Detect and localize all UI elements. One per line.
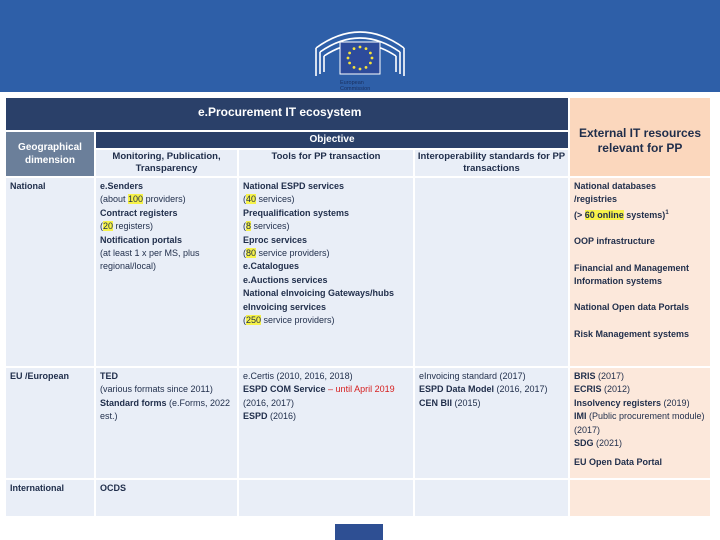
national-tools-item: e.Auctions services — [243, 274, 328, 285]
national-tools-item: (250 service providers) — [243, 315, 335, 326]
national-monitoring-item: Notification portals — [100, 234, 183, 245]
eu-external-item: Insolvency registers (2019) — [574, 397, 690, 408]
eu-monitoring-cell — [96, 368, 237, 478]
geo-header-text: Geographical dimension — [18, 142, 82, 166]
objective-header — [96, 132, 568, 148]
international-tools-cell — [239, 480, 413, 516]
national-monitoring-item: Contract registers — [100, 207, 178, 218]
national-external-item: (> 60 online systems)$^1$ — [574, 209, 669, 220]
national-external-item: Financial and Management Information systems — [574, 262, 690, 287]
col-header-interop-text: Interoperability standards for PP transactions — [417, 151, 566, 174]
external-header-text: External IT resources relevant for PP — [578, 126, 702, 155]
national-tools-item: Prequalification systems — [243, 207, 350, 218]
national-tools-item: (40 services) — [243, 194, 295, 205]
eu-interop-cell — [415, 368, 568, 478]
national-tools-item: (8 services) — [243, 221, 290, 232]
national-interop-cell — [415, 178, 568, 366]
eu-tools-item: (2016, 2017) — [243, 397, 295, 408]
row-label-eu-text: EU /European — [10, 371, 70, 381]
objective-header-text: Objective — [309, 134, 355, 145]
row-label-international — [6, 480, 94, 516]
national-monitoring-item: (20 registers) — [100, 221, 154, 232]
international-monitoring-cell — [96, 480, 237, 516]
footer-bar — [335, 524, 383, 540]
eu-interop-item: ESPD Data Model (2016, 2017) — [419, 384, 548, 395]
logo-text — [340, 80, 400, 92]
row-label-eu — [6, 368, 94, 478]
national-monitoring-item: (at least 1 x per MS, plus regional/local) — [100, 248, 200, 272]
eu-monitoring-item: TED — [100, 371, 118, 381]
eu-tools-cell — [239, 368, 413, 478]
col-header-tools-text: Tools for PP transaction — [271, 151, 381, 162]
col-header-monitoring — [96, 150, 237, 176]
eu-monitoring-item: (various formats since 2011) — [100, 384, 213, 395]
national-tools-item: Eproc services — [243, 234, 308, 245]
national-tools-item: (80 service providers) — [243, 248, 330, 259]
col-header-interop — [415, 150, 568, 176]
eu-interop-item: CEN BII (2015) — [419, 397, 481, 408]
external-header — [570, 98, 710, 176]
national-monitoring-item: e.Senders — [100, 181, 144, 191]
international-interop-cell — [415, 480, 568, 516]
eu-tools-item: ESPD COM Service – until April 2019 — [243, 384, 395, 395]
row-label-national-text: National — [10, 181, 46, 191]
national-monitoring-cell — [96, 178, 237, 366]
national-tools-cell — [239, 178, 413, 366]
col-header-tools — [239, 150, 413, 176]
col-header-monitoring-text: Monitoring, Publication, Transparency — [112, 151, 221, 174]
eu-tools-item: ESPD (2016) — [243, 411, 297, 422]
row-label-international-text: International — [10, 483, 65, 493]
geo-header — [6, 132, 94, 176]
national-tools-item: National eInvoicing Gateways/hubs — [243, 288, 395, 299]
eu-external-item: SDG (2021) — [574, 438, 623, 449]
eu-monitoring-item: Standard forms (e.Forms, 2022 est.) — [100, 397, 231, 422]
table-title — [6, 98, 568, 130]
national-tools-item: National ESPD services — [243, 181, 345, 191]
national-external-item: /registries — [574, 194, 618, 205]
eu-external-item: EU Open Data Portal — [574, 457, 663, 468]
eu-external-item: ECRIS (2012) — [574, 384, 631, 395]
national-external-cell — [570, 178, 710, 366]
eu-interop-item: eInvoicing standard (2017) — [419, 371, 526, 381]
table-title-text: e.Procurement IT ecosystem — [198, 105, 362, 119]
national-tools-item: eInvoicing services — [243, 301, 327, 312]
national-monitoring-item: (about 100 providers) — [100, 194, 186, 205]
national-external-item: Risk Management systems — [574, 328, 690, 339]
national-external-item: OOP infrastructure — [574, 236, 655, 247]
eu-tools-item: e.Certis (2010, 2016, 2018) — [243, 371, 353, 381]
eu-external-cell — [570, 368, 710, 478]
eu-external-item: BRIS (2017) — [574, 371, 625, 381]
eu-external-item: IMI (Public procurement module) (2017) — [574, 411, 705, 435]
national-external-item: National Open data Portals — [574, 302, 690, 313]
national-external-item: National databases — [574, 181, 657, 191]
international-monitoring-item: OCDS — [100, 483, 127, 493]
international-external-cell — [570, 480, 710, 516]
logo-line-2: Commission — [340, 86, 371, 92]
national-tools-item: e.Catalogues — [243, 261, 300, 272]
logo-line-1: European — [340, 80, 364, 86]
row-label-national — [6, 178, 94, 366]
